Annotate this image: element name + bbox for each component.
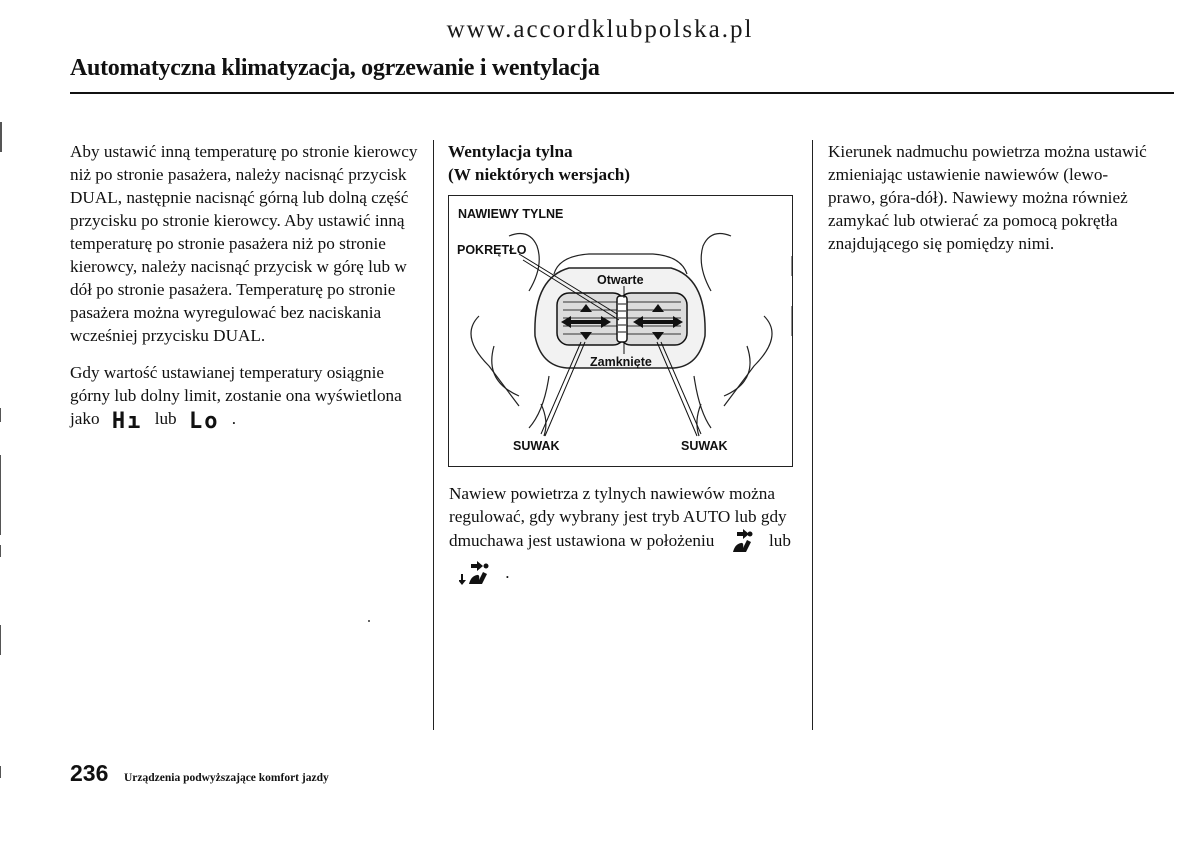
figure-title: NAWIEWY TYLNE (458, 207, 564, 221)
margin-mark (0, 545, 1, 557)
rear-vents-figure (448, 195, 793, 467)
connector-text: lub (154, 409, 177, 428)
rear-ventilation-heading (448, 140, 630, 186)
column-separator-right (812, 140, 813, 730)
column-3 (828, 140, 1148, 255)
column-2-text (449, 482, 799, 592)
heading-line-1: Wentylacja tylna (448, 142, 573, 161)
column-1 (70, 140, 420, 446)
slider-left-label: SUWAK (513, 439, 560, 453)
fan-bilevel-mode-icon (459, 560, 491, 592)
site-url[interactable]: www.accordklubpolska.pl (446, 16, 754, 43)
slider-right-label: SUWAK (681, 439, 728, 453)
title-rule (70, 92, 1174, 94)
margin-mark (0, 408, 1, 422)
paragraph-temperature-limit (70, 361, 420, 432)
knob-label: POKRĘTŁO (457, 243, 527, 257)
fan-face-mode-icon (729, 528, 755, 560)
page-title: Automatyczna klimatyzacja, ogrzewanie i wentylacja (70, 55, 600, 81)
display-lo-symbol: Lo (188, 409, 220, 434)
limit-text: Gdy wartość ustawianej temperatury osiągnie górny lub dolny limit, zostanie ona wyświetlona jako (70, 363, 402, 428)
heading-line-2: (W niektórych wersjach) (448, 165, 631, 184)
airflow-text: Nawiew powietrza z tylnych nawiewów można regulować, gdy wybrany jest tryb AUTO lub gdy dmuchawa jest ustawiona w położeniu (449, 484, 787, 550)
paragraph-rear-airflow (449, 482, 799, 592)
display-hi-symbol: Hı (111, 409, 143, 434)
knob-wheel (617, 296, 627, 342)
section-name: Urządzenia podwyższające komfort jazdy (124, 772, 329, 784)
margin-mark (0, 122, 2, 152)
column-separator-left (433, 140, 434, 730)
open-label: Otwarte (597, 273, 644, 287)
closed-label: Zamknięte (590, 355, 652, 369)
airflow-connector: lub (768, 531, 791, 550)
paragraph-vent-direction: Kierunek nadmuchu powietrza można ustawić zmieniając ustawienie nawiewów (lewo-prawo, góra-dół). Nawiewy można również zamykać lub otwierać za pomocą pokrętła znajdującego się pomiędzy nimi. (828, 142, 1147, 253)
stray-dot (368, 620, 370, 622)
margin-mark (0, 455, 1, 535)
page-number: 236 (70, 760, 109, 786)
margin-mark (0, 766, 1, 778)
margin-mark (0, 625, 1, 655)
rear-vents-illustration (449, 196, 792, 466)
paragraph-dual-temperature: Aby ustawić inną temperaturę po stronie kierowcy niż po stronie pasażera, należy nacisnąć przycisk DUAL, następnie nacisnąć górną lub dolną część przycisku po stronie kierowcy. Aby ustawić inną temperaturę po stronie pasażera niż po stronie kierowcy, należy nacisnąć przycisk w górę lub w dół po stronie pasażera. Temperaturę po stronie pasażera można wyregulować bez naciskania wcześniej przycisku DUAL. (70, 142, 418, 345)
airflow-end: . (505, 563, 510, 582)
sentence-end: . (231, 409, 237, 428)
